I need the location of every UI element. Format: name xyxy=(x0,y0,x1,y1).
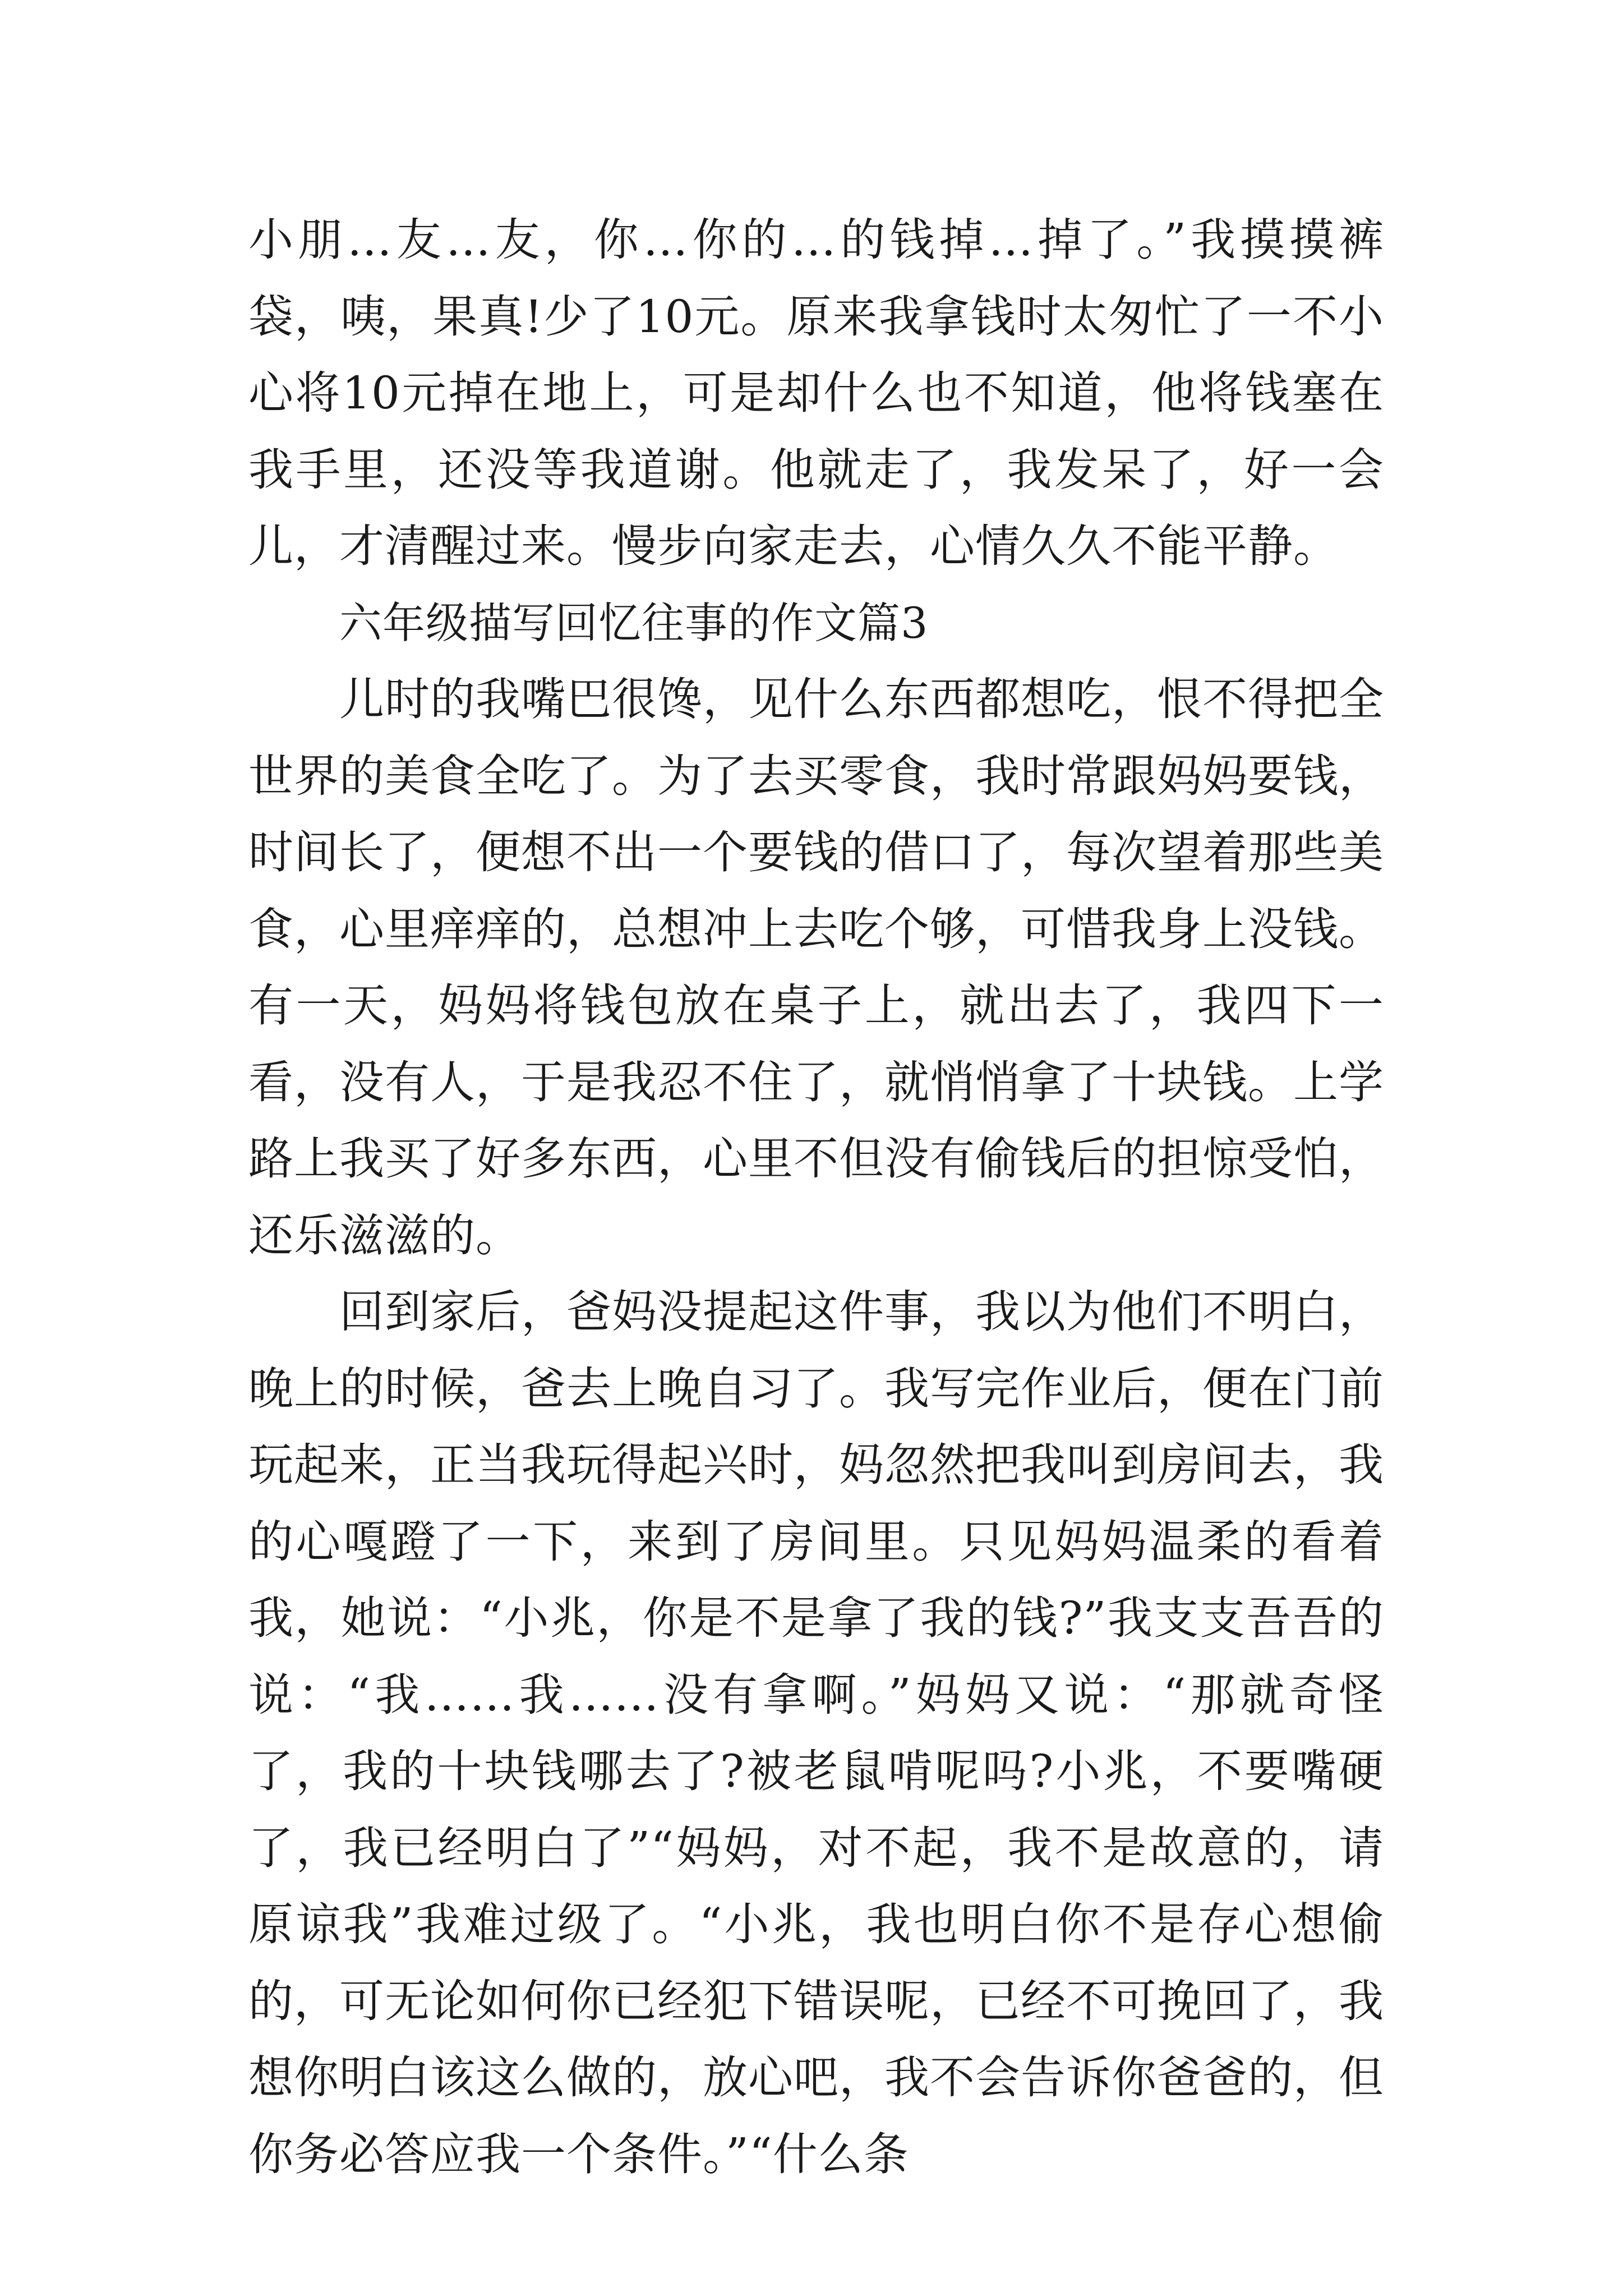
paragraph-1: 儿时的我嘴巴很馋，见什么东西都想吃，恨不得把全世界的美食全吃了。为了去买零食，我时常跟妈妈要钱，时间长了，便想不出一个要钱的借口了，每次望着那些美食，心里痒痒的，总想冲上去吃个够，可惜我身上没钱。有一天，妈妈将钱包放在桌子上，就出去了，我四下一看，没有人，于是我忍不住了，就悄悄拿了十块钱。上学路上我买了好多东西，心里不但没有偷钱后的担惊受怕，还乐滋滋的。 xyxy=(248,673,1384,1262)
continued-paragraph: 小朋…友…友，你…你的…的钱掉…掉了。”我摸摸裤袋，咦，果真!少了10元。原来我拿钱时太匆忙了一不小心将10元掉在地上，可是却什么也不知道，他将钱塞在我手里，还没等我道谢。他就走了，我发呆了，好一会儿，才清醒过来。慢步向家走去，心情久久不能平静。 xyxy=(248,214,1384,572)
section-title: 六年级描写回忆往事的作文篇3 xyxy=(339,597,929,648)
paragraph-2: 回到家后，爸妈没提起这件事，我以为他们不明白，晚上的时候，爸去上晚自习了。我写完作业后，便在门前玩起来，正当我玩得起兴时，妈忽然把我叫到房间去，我的心嘎蹬了一下，来到了房间里。只见妈妈温柔的看着我，她说：“小兆，你是不是拿了我的钱?”我支支吾吾的说：“我……我……没有拿啊。”妈妈又说：“那就奇怪了，我的十块钱哪去了?被老鼠啃呢吗?小兆，不要嘴硬了，我已经明白了”“妈妈，对不起，我不是故意的，请原谅我”我难过级了。“小兆，我也明白你不是存心想偷的，可无论如何你已经犯下错误呢，已经不可挽回了，我想你明白该这么做的，放心吧，我不会告诉你爸爸的，但你务必答应我一个条件。”“什么条 xyxy=(248,1286,1384,2180)
document-body xyxy=(248,202,1384,2193)
